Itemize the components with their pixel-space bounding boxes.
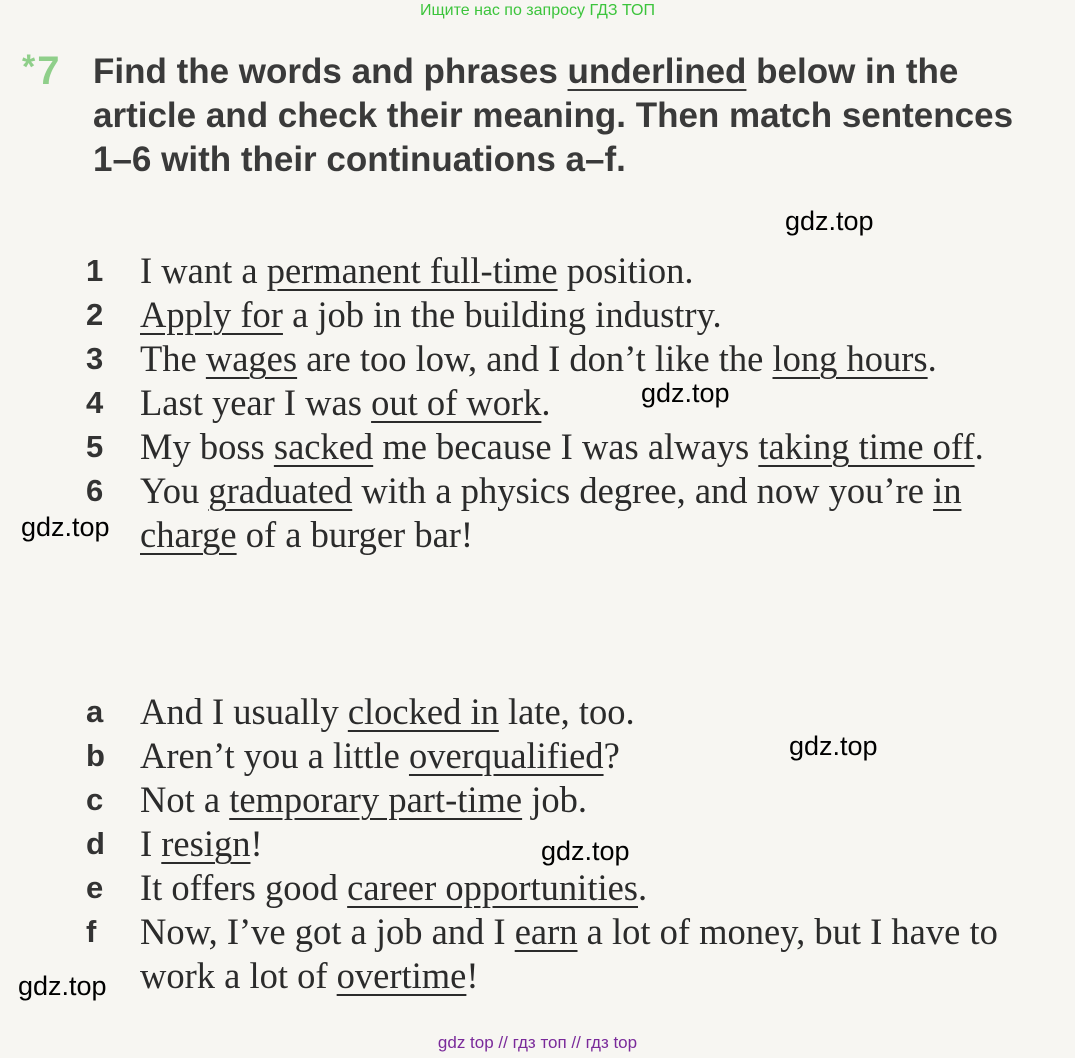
item-label: c xyxy=(86,782,104,817)
text-fragment: Now, I’ve got a job and I xyxy=(140,911,515,952)
sentence-item xyxy=(86,293,1056,337)
bottom-banner: gdz top // гдз топ // гдз top xyxy=(437,1033,638,1052)
text-fragment: with a physics degree, and now you’re xyxy=(352,470,934,511)
sentence-list xyxy=(86,249,1056,557)
text-fragment: And I usually xyxy=(140,691,348,732)
underlined-phrase: earn xyxy=(514,911,578,952)
continuation-item xyxy=(86,910,1056,998)
watermark: gdz.top xyxy=(789,731,878,761)
item-text xyxy=(140,910,1056,998)
top-banner: Ищите нас по запросу ГДЗ ТОП xyxy=(420,2,655,19)
watermark: gdz.top xyxy=(18,971,107,1001)
item-label: a xyxy=(86,694,104,729)
text-fragment: ! xyxy=(250,823,263,864)
continuation-item xyxy=(86,734,1056,778)
underlined-phrase: taking time off xyxy=(758,426,975,467)
text-fragment: job. xyxy=(522,779,588,820)
sentence-item xyxy=(86,337,1056,381)
text-fragment: are too low, and I don’t like the xyxy=(297,338,773,379)
text-fragment: me because I was always xyxy=(373,426,759,467)
underlined-phrase: wages xyxy=(205,338,298,379)
item-text xyxy=(140,249,1056,293)
item-label: 3 xyxy=(86,341,104,376)
underlined-phrase: resign xyxy=(161,823,251,864)
exercise-number xyxy=(22,48,59,94)
underlined-phrase: clocked in xyxy=(347,691,499,732)
sentence-item xyxy=(86,469,1056,557)
continuation-item xyxy=(86,778,1056,822)
item-text xyxy=(140,337,1056,381)
item-text xyxy=(140,425,1056,469)
item-label: f xyxy=(86,914,97,949)
item-label: 1 xyxy=(86,253,104,288)
underlined-phrase: permanent full-time xyxy=(266,250,558,291)
exercise-number-value: 7 xyxy=(37,49,60,93)
item-text xyxy=(140,293,1056,337)
watermark: gdz.top xyxy=(641,378,730,408)
text-fragment: My boss xyxy=(140,426,274,467)
text-fragment: It offers good xyxy=(140,867,348,908)
item-text xyxy=(140,381,1056,425)
watermark: gdz.top xyxy=(541,836,630,866)
item-text xyxy=(140,734,1056,778)
watermark: gdz.top xyxy=(21,512,110,542)
text-fragment: Aren’t you a little xyxy=(140,735,409,776)
watermark: gdz.top xyxy=(785,206,874,236)
text-fragment: You xyxy=(140,470,209,511)
text-fragment: late, too. xyxy=(498,691,635,732)
item-text xyxy=(140,690,1056,734)
text-fragment: of a burger bar! xyxy=(236,514,474,555)
text-fragment: Not a xyxy=(140,779,230,820)
text-fragment: I xyxy=(140,823,162,864)
underlined-phrase: underlined xyxy=(567,52,747,91)
text-fragment: Find the words and phrases xyxy=(93,52,568,91)
text-fragment: . xyxy=(638,867,648,908)
text-fragment: Last year I was xyxy=(140,382,372,423)
continuation-item xyxy=(86,690,1056,734)
item-label: 2 xyxy=(86,297,104,332)
sentence-item xyxy=(86,381,1056,425)
text-fragment: position. xyxy=(557,250,694,291)
underlined-phrase: graduated xyxy=(208,470,353,511)
underlined-phrase: sacked xyxy=(273,426,374,467)
text-fragment: . xyxy=(974,426,984,467)
item-label: d xyxy=(86,826,105,861)
item-text xyxy=(140,778,1056,822)
underlined-phrase: long hours xyxy=(772,338,928,379)
underlined-phrase: overqualified xyxy=(408,735,604,776)
underlined-phrase: Apply for xyxy=(140,294,283,335)
text-fragment: below in the article and check their meaning. Then match sentences 1–6 with their continuations a–f. xyxy=(93,52,1014,179)
item-label: 6 xyxy=(86,473,104,508)
item-label: 4 xyxy=(86,385,104,420)
text-fragment: ! xyxy=(466,955,479,996)
underlined-phrase: temporary part-time xyxy=(229,779,523,820)
sentence-item xyxy=(86,425,1056,469)
text-fragment: a job in the building industry. xyxy=(282,294,722,335)
exercise-instructions xyxy=(93,50,1023,182)
underlined-phrase: career opportunities xyxy=(347,867,638,908)
item-text xyxy=(140,866,1056,910)
text-fragment: . xyxy=(927,338,937,379)
underlined-phrase: out of work xyxy=(371,382,542,423)
text-fragment: I want a xyxy=(140,250,267,291)
text-fragment: ? xyxy=(603,735,620,776)
underlined-phrase: in charge xyxy=(140,470,962,555)
sentence-item xyxy=(86,249,1056,293)
underlined-phrase: overtime xyxy=(336,955,467,996)
item-text xyxy=(140,469,1056,557)
item-label: b xyxy=(86,738,105,773)
continuation-item xyxy=(86,866,1056,910)
star-icon: * xyxy=(22,48,36,86)
item-label: 5 xyxy=(86,429,104,464)
text-fragment: a lot of money, but I have to work a lot of xyxy=(140,911,998,996)
item-label: e xyxy=(86,870,104,905)
text-fragment: . xyxy=(541,382,551,423)
text-fragment: The xyxy=(140,338,206,379)
